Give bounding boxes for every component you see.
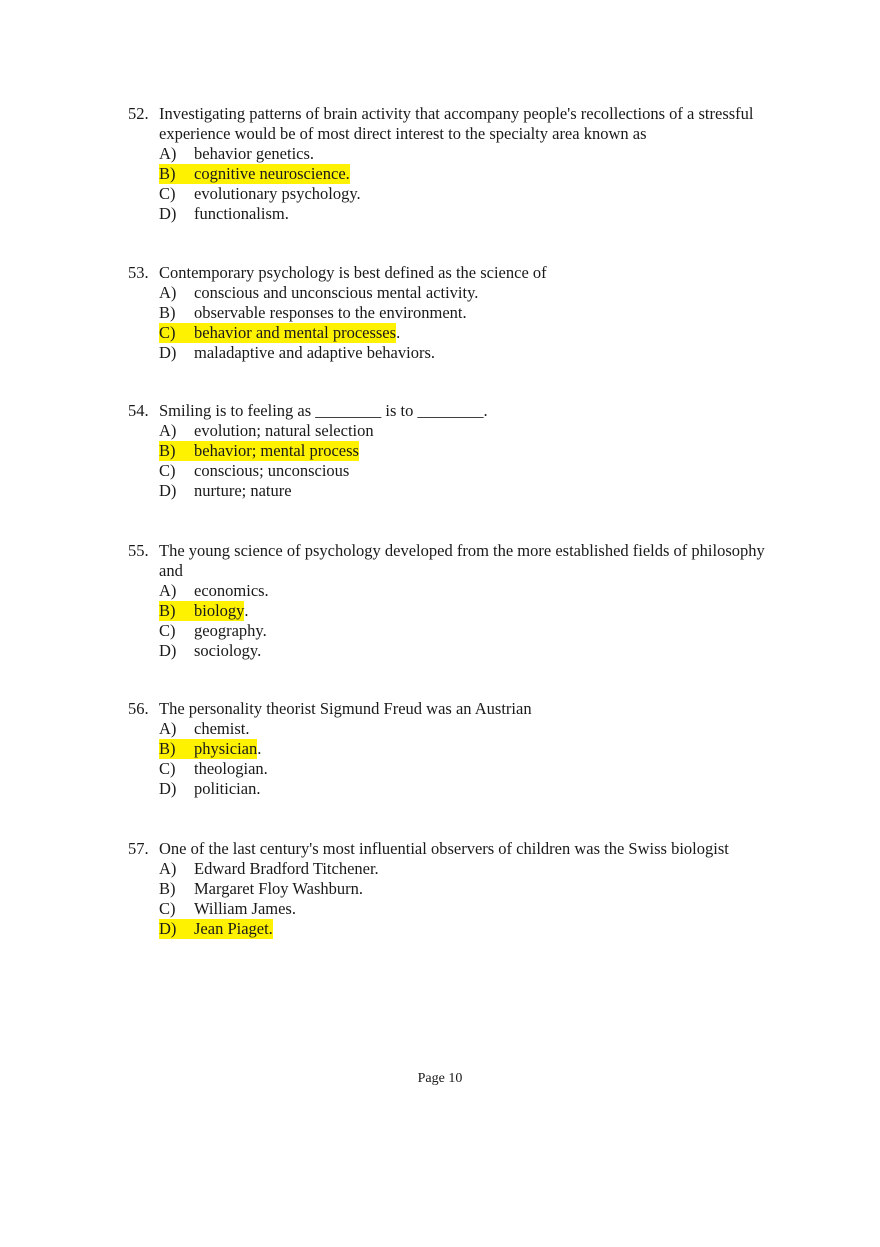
choice-d: D) nurture; nature — [159, 481, 292, 500]
choice-d: D) functionalism. — [159, 204, 289, 223]
answer-highlight: B) physician — [159, 739, 258, 758]
choice-c: C) behavior and mental processes . — [159, 323, 401, 342]
question-55 — [128, 541, 768, 661]
answer-highlight: D) Jean Piaget. — [159, 919, 273, 938]
question-57 — [128, 839, 768, 939]
choice-list — [159, 719, 768, 799]
choice-a: A) evolution; natural selection — [159, 421, 374, 440]
question-stem — [128, 263, 768, 283]
choice-b — [159, 164, 768, 184]
answer-highlight: C) behavior and mental processes — [159, 323, 397, 342]
choice-a: A) conscious and unconscious mental activity. — [159, 283, 479, 302]
question-53 — [128, 263, 768, 363]
choice-c: C) theologian. — [159, 759, 268, 778]
choice-list — [159, 859, 768, 939]
choice-list — [159, 421, 768, 501]
choice-d: D) politician. — [159, 779, 261, 798]
choice-a: A) behavior genetics. — [159, 144, 315, 163]
question-text: The personality theorist Sigmund Freud was an Austrian — [159, 699, 532, 718]
choice-b: B) observable responses to the environment. — [159, 303, 467, 322]
choice-list — [159, 581, 768, 661]
choice-a: A) economics. — [159, 581, 269, 600]
question-stem — [128, 699, 768, 719]
choice-b — [159, 441, 768, 461]
choice-c: C) William James. — [159, 899, 296, 918]
choice-a: A) chemist. — [159, 719, 250, 738]
question-text: Investigating patterns of brain activity that accompany people's recollections of a stressful experience would be of most direct interest to the specialty area known as — [159, 104, 754, 143]
choice-a: A) Edward Bradford Titchener. — [159, 859, 379, 878]
question-number: 56. — [128, 699, 149, 718]
choice-b: B) biology . — [159, 601, 249, 620]
choice-c: C) geography. — [159, 621, 267, 640]
choice-d: D) sociology. — [159, 641, 262, 660]
choice-d: D) maladaptive and adaptive behaviors. — [159, 343, 435, 362]
question-52 — [128, 104, 768, 224]
question-54 — [128, 401, 768, 501]
question-number: 52. — [128, 104, 149, 123]
question-number: 53. — [128, 263, 149, 282]
choice-d — [159, 919, 768, 939]
question-text: The young science of psychology developed from the more established fields of philosophy and — [159, 541, 765, 580]
choice-c: C) evolutionary psychology. — [159, 184, 361, 203]
question-stem — [128, 401, 768, 421]
page-number: Page 10 — [417, 1071, 463, 1086]
question-stem — [128, 104, 768, 144]
choice-c: C) conscious; unconscious — [159, 461, 350, 480]
question-stem — [128, 541, 768, 581]
choice-list — [159, 144, 768, 224]
question-number: 55. — [128, 541, 149, 560]
choice-b: B) physician . — [159, 739, 262, 758]
question-number: 57. — [128, 839, 149, 858]
question-56 — [128, 699, 768, 799]
question-text: One of the last century's most influential observers of children was the Swiss biologist — [159, 839, 729, 858]
question-text: Contemporary psychology is best defined as the science of — [159, 263, 547, 282]
question-text: Smiling is to feeling as ________ is to ________. — [159, 401, 488, 420]
choice-list — [159, 283, 768, 363]
answer-highlight: B) cognitive neuroscience. — [159, 164, 350, 183]
answer-highlight: B) behavior; mental process — [159, 441, 359, 460]
question-stem — [128, 839, 768, 859]
answer-highlight: B) biology — [159, 601, 245, 620]
choice-b: B) Margaret Floy Washburn. — [159, 879, 363, 898]
question-number: 54. — [128, 401, 149, 420]
